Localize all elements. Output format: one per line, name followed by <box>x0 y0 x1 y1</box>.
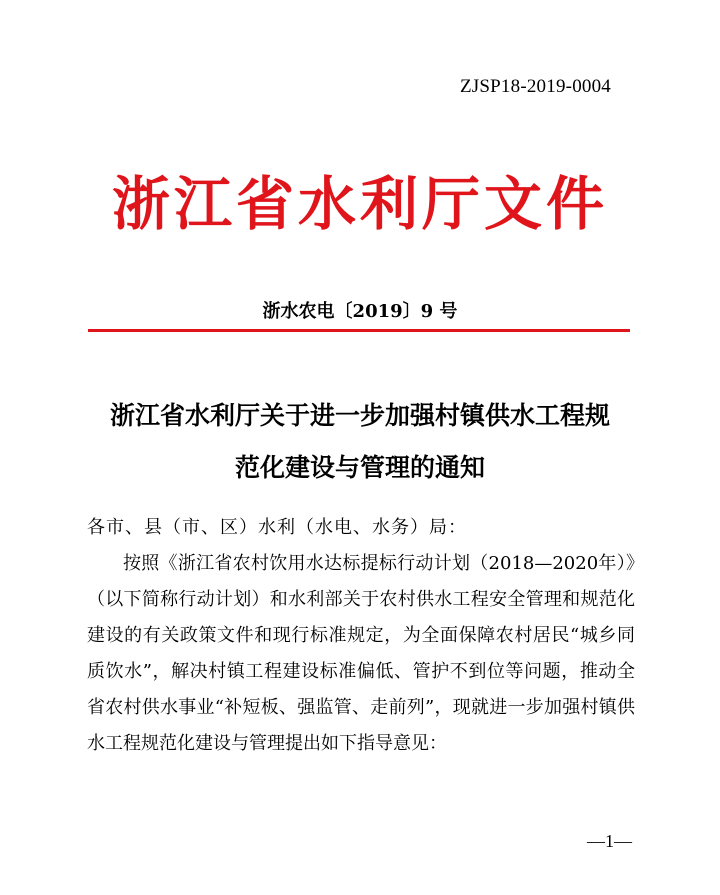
masthead: 浙江省水利厅文件 <box>111 170 608 238</box>
body-text <box>87 510 635 762</box>
page-number: —1— <box>587 831 632 851</box>
title-line-2: 范化建设与管理的通知 <box>234 453 485 482</box>
document-title <box>80 390 640 494</box>
title-line-1: 浙江省水利厅关于进一步加强村镇供水工程规 <box>109 401 610 430</box>
paragraph-1: 按照《浙江省农村饮用水达标提标行动计划（2018—2020年）》（以下简称行动计划）和水利部关于农村供水工程安全管理和规范化建设的有关政策文件和现行标准规定，为全面保障农村居民“城乡同质饮水”，解决村镇工程建设标准偏低、管护不到位等问题，推动全省农村供水事业“补短板、强监管、走前列”，现就进一步加强村镇供水工程规范化建设与管理提出如下指导意见： <box>87 553 635 754</box>
document-code: ZJSP18-2019-0004 <box>460 76 611 97</box>
salutation: 各市、县（市、区）水利（水电、水务）局： <box>87 517 467 538</box>
issue-number: 浙水农电〔2019〕9 号 <box>262 301 458 322</box>
red-divider <box>88 329 630 332</box>
